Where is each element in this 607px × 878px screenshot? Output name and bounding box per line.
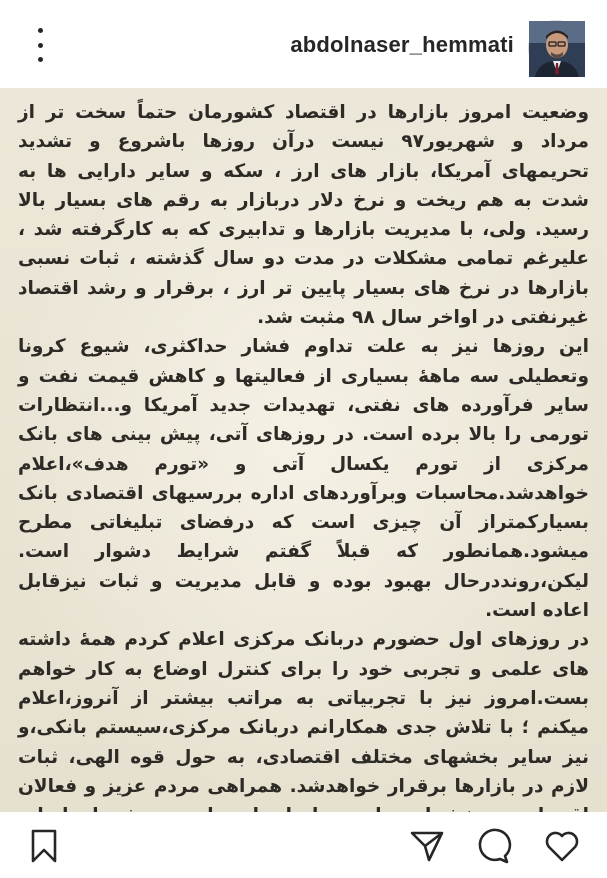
more-dot: [38, 57, 43, 62]
bookmark-icon[interactable]: [26, 828, 62, 864]
comment-icon[interactable]: [474, 828, 510, 864]
profile-avatar-icon[interactable]: [528, 20, 584, 76]
share-send-icon[interactable]: [409, 828, 445, 864]
more-dot: [38, 28, 43, 33]
username[interactable]: abdolnaser_hemmati: [290, 32, 514, 57]
post-text-body: [18, 98, 589, 860]
more-options-icon[interactable]: [30, 28, 50, 62]
action-bar: [0, 812, 607, 878]
avatar-portrait: [529, 21, 585, 77]
post-paragraph-1: وضعیت امروز بازارها در اقتصاد کشورمان حتماً سخت تر از مرداد و شهریور۹۷ نیست درآن روزها باشروع و تشدید تحریمهای آمریکا، بازار های ارز ، سکه و سایر دارایی ها به شدت به هم ریخت و نرخ دلار دربازار به رقم های بسیار بالا رسید. ولی، با مدیریت بازارها و تدابیری که به کارگرفته شد ، علیرغم تمامی مشکلات در مدت دو سال گذشته ، ثبات نسبی بازارها در نرخ های بسیار پایین تر ارز ، برقرار و رشد اقتصاد غیرنفتی در اواخر سال ۹۸ مثبت شد.: [18, 102, 589, 329]
post-paragraph-3: در روزهای اول حضورم دربانک مرکزی اعلام کردم همهٔ داشته های علمی و تجربی خود را برای کنترل اوضاع به کار خواهم بست.امروز نیز با تجربیاتی به مراتب بیشتر از آنروز،اعلام میکنم ؛ با تلاش جدی همکارانم دربانک مرکزی،سیستم بانکی،و نیز سایر بخشهای مختلف اقتصادی، به حول قوه الهی، ثبات لازم در بازارها برقرار خواهدشد. همراهی مردم عزیز و فعالان: [18, 629, 589, 797]
heart-icon[interactable]: [544, 828, 580, 864]
post-header: [0, 0, 607, 88]
more-dot: [38, 43, 43, 48]
post-paragraph-2: این روزها نیز به علت تداوم فشار حداکثری، شیوع کرونا وتعطیلی سه ماههٔ بسیاری از فعالیتها و کاهش قیمت نفت و سایر فرآورده های نفتی، تهدیدات جدید آمریکا و...انتظارات تورمی را بالا برده است. در روزهای آتی، پیش بینی های بانک مرکزی از تورم یکسال آتی و «تورم هدف»،اعلام خواهدشد.محاسبات وبرآوردهای اداره بررسیهای اقتصادی بانک بسیارکمتراز آن چیزی است که درفضای تبلیغاتی مطرح میشود.همانطور که قبلاً گفتم شرایط دشوار است. لیکن،رونددرحال بهبود بوده و قابل مدیریت و ثبات نیزقابل اعاده است.: [18, 336, 589, 622]
post-image[interactable]: [0, 88, 607, 812]
